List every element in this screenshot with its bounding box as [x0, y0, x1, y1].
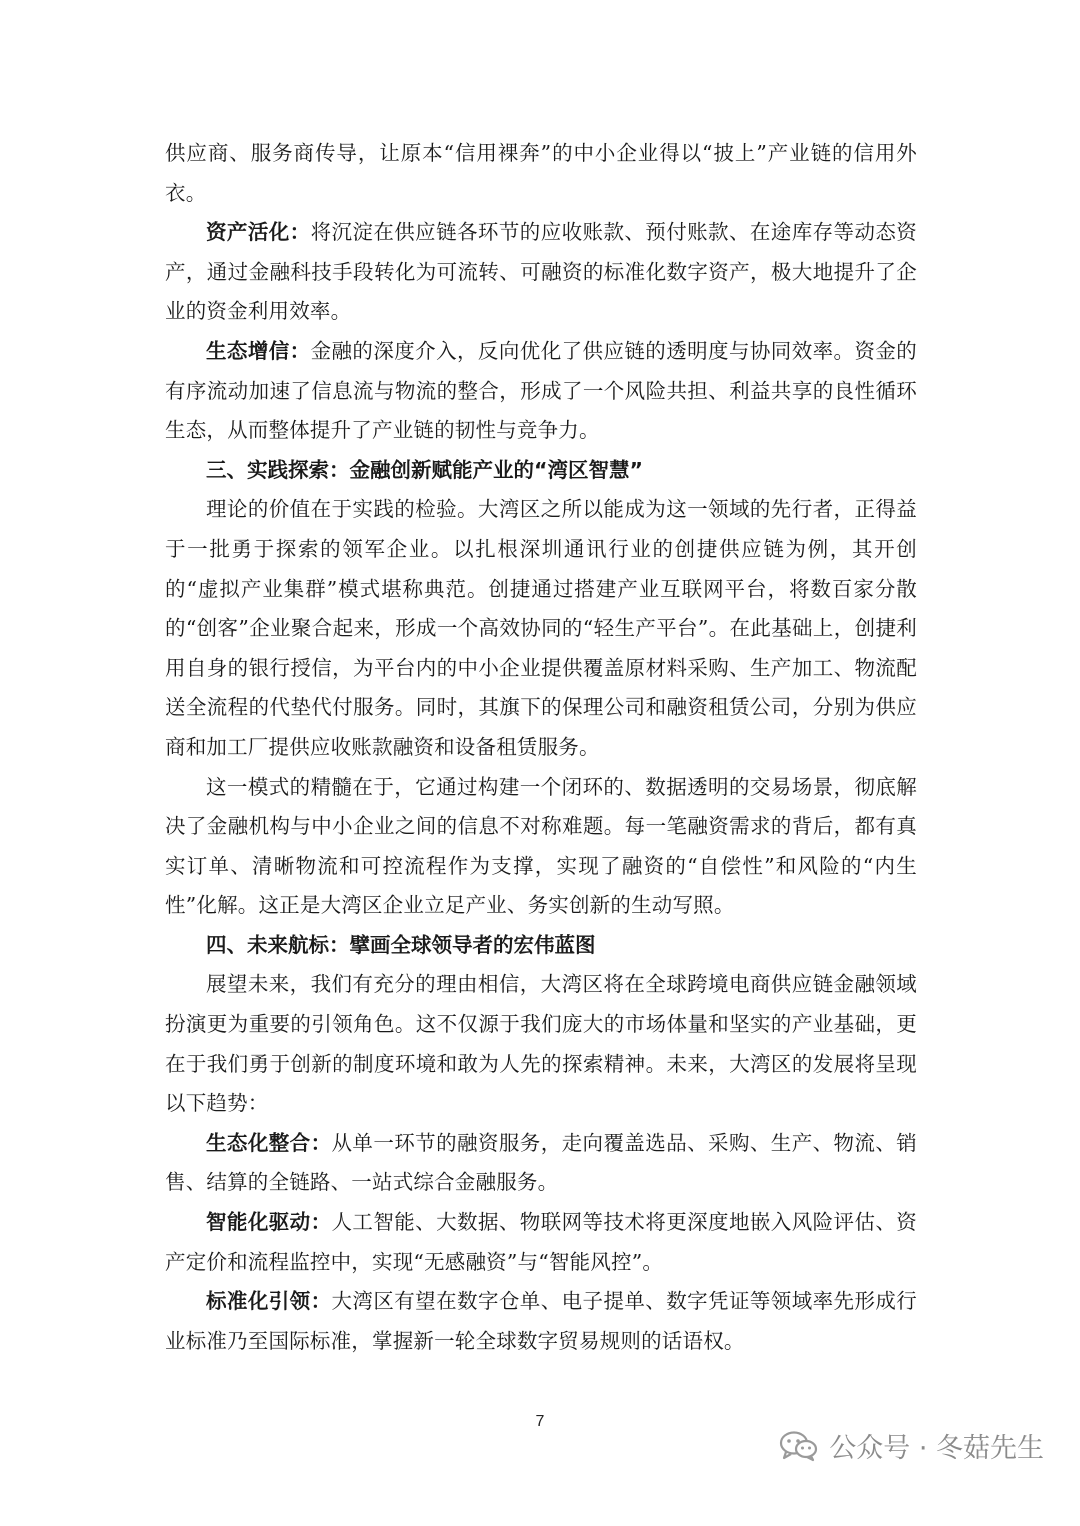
paragraph-ecosystem-credit	[165, 332, 917, 451]
paragraph-trend-standardization	[165, 1282, 917, 1361]
paragraph-trend-ecosystem	[165, 1124, 917, 1203]
document-body	[165, 134, 917, 1361]
paragraph-text: 从单一环节的融资服务，走向覆盖选品、采购、生产、物流、销售、结算的全链路、一站式综合金融服务。	[165, 1130, 917, 1195]
paragraph-lead: 生态化整合：	[206, 1130, 332, 1155]
paragraph-continuation	[165, 134, 917, 213]
paragraph-lead: 生态增信：	[206, 338, 311, 363]
paragraph-lead: 资产活化：	[206, 220, 311, 245]
paragraph-text: 供应商、服务商传导，让原本“信用裸奔”的中小企业得以“披上”产业链的信用外衣。	[165, 141, 917, 205]
paragraph-practice-2: 这一模式的精髓在于，它通过构建一个闭环的、数据透明的交易场景，彻底解决了金融机构与中小企业之间的信息不对称难题。每一笔融资需求的背后，都有真实订单、清晰物流和可控流程作为支撑，实现了融资的“自偿性”和风险的“内生性”化解。这正是大湾区企业立足产业、务实创新的生动写照。	[165, 774, 917, 918]
paragraph-text: 将沉淀在供应链各环节的应收账款、预付账款、在途库存等动态资产，通过金融科技手段转化为可流转、可融资的标准化数字资产，极大地提升了企业的资金利用效率。	[165, 220, 917, 324]
page-number: 7	[535, 1413, 545, 1430]
paragraph-asset-activation	[165, 213, 917, 332]
watermark	[779, 1426, 1044, 1465]
paragraph-text: 大湾区有望在数字仓单、电子提单、数字凭证等领域率先形成行业标准乃至国际标准，掌握新一轮全球数字贸易规则的话语权。	[165, 1289, 917, 1353]
paragraph-trend-intelligence	[165, 1203, 917, 1282]
paragraph-practice-1: 理论的价值在于实践的检验。大湾区之所以能成为这一领域的先行者，正得益于一批勇于探索的领军企业。以扎根深圳通讯行业的创捷供应链为例，其开创的“虚拟产业集群”模式堪称典范。创捷通过搭建产业互联网平台，将数百家分散的“创客”企业聚合起来，形成一个高效协同的“轻生产平台”。在此基础上，创捷利用自身的银行授信，为平台内的中小企业提供覆盖原材料采购、生产加工、物流配送全流程的代垫代付服务。同时，其旗下的保理公司和融资租赁公司，分别为供应商和加工厂提供应收账款融资和设备租赁服务。	[165, 497, 917, 759]
section-heading-practice: 三、实践探索：金融创新赋能产业的“湾区智慧”	[206, 457, 643, 482]
paragraph-lead: 智能化驱动：	[206, 1210, 332, 1235]
watermark-text: 公众号 · 冬菇先生	[829, 1433, 1044, 1464]
paragraph-lead: 标准化引领：	[206, 1289, 332, 1314]
wechat-official-account-icon	[779, 1430, 819, 1462]
paragraph-text: 金融的深度介入，反向优化了供应链的透明度与协同效率。资金的有序流动加速了信息流与物流的整合，形成了一个风险共担、利益共享的良性循环生态，从而整体提升了产业链的韧性与竞争力。	[165, 338, 917, 443]
paragraph-future-1: 展望未来，我们有充分的理由相信，大湾区将在全球跨境电商供应链金融领域扮演更为重要的引领角色。这不仅源于我们庞大的市场体量和坚实的产业基础，更在于我们勇于创新的制度环境和敢为人先的探索精神。未来，大湾区的发展将呈现以下趋势：	[165, 972, 917, 1116]
section-heading-future: 四、未来航标：擘画全球领导者的宏伟蓝图	[206, 932, 596, 957]
paragraph-text: 人工智能、大数据、物联网等技术将更深度地嵌入风险评估、资产定价和流程监控中，实现“无感融资”与“智能风控”。	[165, 1210, 917, 1274]
